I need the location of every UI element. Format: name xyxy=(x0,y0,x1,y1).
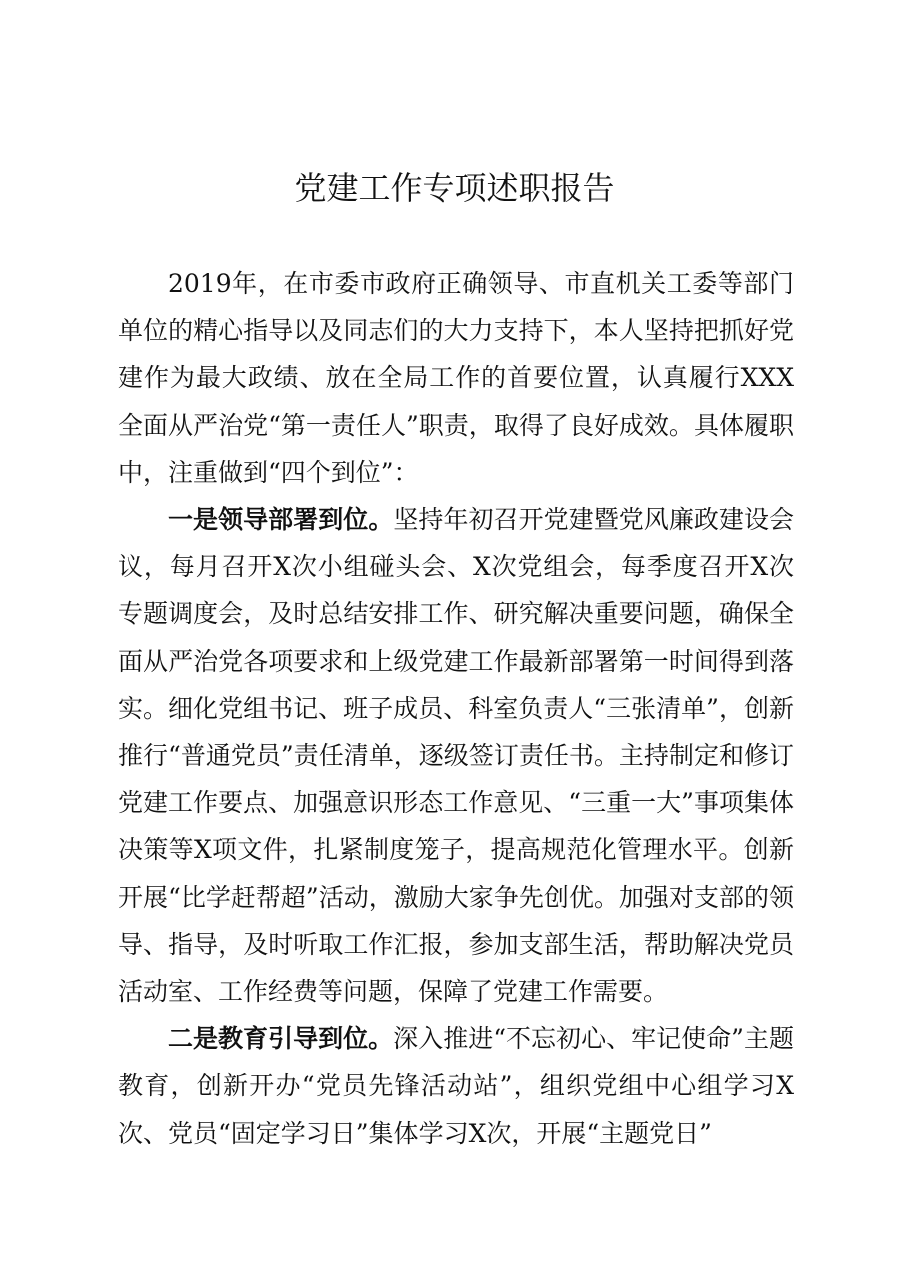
paragraph-intro xyxy=(118,260,794,496)
paragraph-text: 深入推进“不忘初心、牢记使命”主题教育，创新开办“党员先锋活动站”，组织党组中心组学习X次、党员“固定学习日”集体学习X次，开展“主题党日” xyxy=(118,1024,794,1148)
paragraph-leadership xyxy=(118,496,794,1015)
paragraph-text: 2019年，在市委市政府正确领导、市直机关工委等部门单位的精心指导以及同志们的大力支持下，本人坚持把抓好党建作为最大政绩、放在全局工作的首要位置，认真履行XXX全面从严治党“第一责任人”职责，取得了良好成效。具体履职中，注重做到“四个到位”： xyxy=(118,269,794,487)
document-title: 党建工作专项述职报告 xyxy=(294,169,615,207)
paragraph-text: 坚持年初召开党建暨党风廉政建设会议，每月召开X次小组碰头会、X次党组会，每季度召开X次专题调度会，及时总结安排工作、研究解决重要问题，确保全面从严治党各项要求和上级党建工作最新部署第一时间得到落实。细化党组书记、班子成员、科室负责人“三张清单”，创新推行“普通党员”责任清单，逐级签订责任书。主持制定和修订党建工作要点、加强意识形态工作意见、“三重一大”事项集体决策等X项文件，扎紧制度笼子，提高规范化管理水平。创新开展“比学赶帮超”活动，激励大家争先创优。加强对支部的领导、指导，及时听取工作汇报，参加支部生活，帮助解决党员活动室、工作经费等问题，保障了党建工作需要。 xyxy=(118,505,794,1007)
document-body xyxy=(118,260,794,1157)
paragraph-education xyxy=(118,1015,794,1157)
paragraph-lead: 一是领导部署到位。 xyxy=(168,505,394,535)
paragraph-lead: 二是教育引导到位。 xyxy=(168,1024,394,1054)
